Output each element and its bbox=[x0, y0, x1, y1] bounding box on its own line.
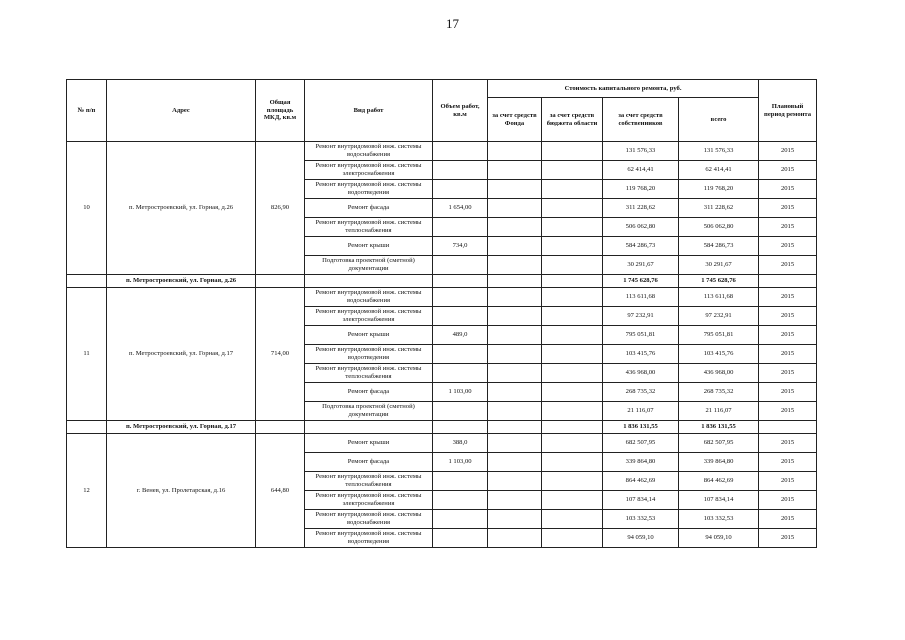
work-volume bbox=[433, 364, 488, 383]
cost-fund bbox=[488, 256, 542, 275]
subtotal-total: 1 745 628,76 bbox=[679, 275, 759, 288]
cost-fund bbox=[488, 472, 542, 491]
cost-total: 107 834,14 bbox=[679, 491, 759, 510]
work-type: Подготовка проектной (сметной) документации bbox=[305, 402, 433, 421]
plan-year: 2015 bbox=[759, 510, 817, 529]
cost-budget bbox=[542, 529, 603, 548]
cost-total: 21 116,07 bbox=[679, 402, 759, 421]
cost-budget bbox=[542, 161, 603, 180]
cost-total: 584 286,73 bbox=[679, 237, 759, 256]
work-type: Ремонт внутридомовой инж. системы водоснабжения bbox=[305, 288, 433, 307]
subtotal-work bbox=[305, 275, 433, 288]
header-address: Адрес bbox=[107, 80, 256, 142]
row-number: 10 bbox=[67, 142, 107, 275]
cost-owners: 94 059,10 bbox=[603, 529, 679, 548]
cost-budget bbox=[542, 256, 603, 275]
work-type: Ремонт фасада bbox=[305, 383, 433, 402]
work-type: Ремонт фасада bbox=[305, 199, 433, 218]
plan-year: 2015 bbox=[759, 453, 817, 472]
subtotal-fund bbox=[488, 275, 542, 288]
cost-total: 62 414,41 bbox=[679, 161, 759, 180]
subtotal-year bbox=[759, 421, 817, 434]
cost-budget bbox=[542, 434, 603, 453]
cost-owners: 339 864,80 bbox=[603, 453, 679, 472]
cost-fund bbox=[488, 453, 542, 472]
cost-total: 436 968,00 bbox=[679, 364, 759, 383]
cost-budget bbox=[542, 383, 603, 402]
work-volume bbox=[433, 402, 488, 421]
work-volume bbox=[433, 288, 488, 307]
cost-fund bbox=[488, 326, 542, 345]
subtotal-work bbox=[305, 421, 433, 434]
work-volume bbox=[433, 142, 488, 161]
work-volume: 1 103,00 bbox=[433, 383, 488, 402]
row-address: г. Венев, ул. Пролетарская, д.16 bbox=[107, 434, 256, 548]
cost-owners: 584 286,73 bbox=[603, 237, 679, 256]
cost-fund bbox=[488, 237, 542, 256]
work-type: Ремонт фасада bbox=[305, 453, 433, 472]
plan-year: 2015 bbox=[759, 199, 817, 218]
subtotal-owners: 1 745 628,76 bbox=[603, 275, 679, 288]
repair-plan-table bbox=[66, 79, 817, 548]
header-volume: Объем работ, кв.м bbox=[433, 80, 488, 142]
row-number: 11 bbox=[67, 288, 107, 421]
row-number: 12 bbox=[67, 434, 107, 548]
subtotal-volume bbox=[433, 421, 488, 434]
cost-total: 311 228,62 bbox=[679, 199, 759, 218]
work-type: Ремонт внутридомовой инж. системы водоотведения bbox=[305, 180, 433, 199]
table-row bbox=[67, 288, 817, 307]
cost-fund bbox=[488, 199, 542, 218]
cost-fund bbox=[488, 434, 542, 453]
work-volume bbox=[433, 161, 488, 180]
header-total: всего bbox=[679, 98, 759, 142]
cost-owners: 436 968,00 bbox=[603, 364, 679, 383]
work-volume: 734,0 bbox=[433, 237, 488, 256]
subtotal-total: 1 836 131,55 bbox=[679, 421, 759, 434]
plan-year: 2015 bbox=[759, 161, 817, 180]
cost-budget bbox=[542, 199, 603, 218]
plan-year: 2015 bbox=[759, 180, 817, 199]
subtotal-volume bbox=[433, 275, 488, 288]
cost-total: 795 051,81 bbox=[679, 326, 759, 345]
plan-year: 2015 bbox=[759, 142, 817, 161]
cost-fund bbox=[488, 402, 542, 421]
subtotal-area bbox=[256, 421, 305, 434]
row-area: 714,00 bbox=[256, 288, 305, 421]
work-type: Ремонт внутридомовой инж. системы электроснабжения bbox=[305, 307, 433, 326]
cost-budget bbox=[542, 237, 603, 256]
header-budget: за счет средств бюджета области bbox=[542, 98, 603, 142]
work-type: Ремонт крыши bbox=[305, 237, 433, 256]
header-num: № п/п bbox=[67, 80, 107, 142]
cost-budget bbox=[542, 402, 603, 421]
cost-budget bbox=[542, 510, 603, 529]
cost-budget bbox=[542, 345, 603, 364]
page-number: 17 bbox=[446, 16, 459, 31]
cost-fund bbox=[488, 510, 542, 529]
cost-budget bbox=[542, 142, 603, 161]
plan-year: 2015 bbox=[759, 383, 817, 402]
header-period: Плановый период ремонта bbox=[759, 80, 817, 142]
cost-owners: 107 834,14 bbox=[603, 491, 679, 510]
row-area: 826,90 bbox=[256, 142, 305, 275]
subtotal-label: п. Метростроевский, ул. Горная, д.26 bbox=[107, 275, 256, 288]
plan-year: 2015 bbox=[759, 326, 817, 345]
header-fund: за счет средств Фонда bbox=[488, 98, 542, 142]
work-type: Ремонт внутридомовой инж. системы водоотведения bbox=[305, 529, 433, 548]
work-type: Ремонт крыши bbox=[305, 434, 433, 453]
cost-budget bbox=[542, 472, 603, 491]
work-volume: 489,0 bbox=[433, 326, 488, 345]
work-type: Ремонт крыши bbox=[305, 326, 433, 345]
cost-owners: 113 611,68 bbox=[603, 288, 679, 307]
plan-year: 2015 bbox=[759, 345, 817, 364]
subtotal-area bbox=[256, 275, 305, 288]
subtotal-spacer bbox=[67, 421, 107, 434]
cost-total: 119 768,20 bbox=[679, 180, 759, 199]
subtotal-label: п. Метростроевский, ул. Горная, д.17 bbox=[107, 421, 256, 434]
cost-owners: 103 332,53 bbox=[603, 510, 679, 529]
subtotal-row bbox=[67, 275, 817, 288]
cost-fund bbox=[488, 161, 542, 180]
cost-owners: 30 291,67 bbox=[603, 256, 679, 275]
cost-total: 682 507,95 bbox=[679, 434, 759, 453]
cost-budget bbox=[542, 307, 603, 326]
plan-year: 2015 bbox=[759, 288, 817, 307]
cost-fund bbox=[488, 345, 542, 364]
work-volume bbox=[433, 491, 488, 510]
cost-total: 94 059,10 bbox=[679, 529, 759, 548]
header-work-type: Вид работ bbox=[305, 80, 433, 142]
cost-fund bbox=[488, 288, 542, 307]
work-volume bbox=[433, 529, 488, 548]
cost-owners: 795 051,81 bbox=[603, 326, 679, 345]
plan-year: 2015 bbox=[759, 364, 817, 383]
header-area: Общая площадь МКД, кв.м bbox=[256, 80, 305, 142]
plan-year: 2015 bbox=[759, 472, 817, 491]
work-type: Ремонт внутридомовой инж. системы электроснабжения bbox=[305, 161, 433, 180]
cost-budget bbox=[542, 453, 603, 472]
cost-fund bbox=[488, 218, 542, 237]
cost-total: 506 062,80 bbox=[679, 218, 759, 237]
work-volume bbox=[433, 345, 488, 364]
cost-budget bbox=[542, 326, 603, 345]
cost-fund bbox=[488, 307, 542, 326]
work-volume bbox=[433, 256, 488, 275]
cost-fund bbox=[488, 180, 542, 199]
work-volume: 1 103,00 bbox=[433, 453, 488, 472]
header-cost-group: Стоимость капитального ремонта, руб. bbox=[488, 80, 759, 98]
subtotal-spacer bbox=[67, 275, 107, 288]
work-type: Подготовка проектной (сметной) документации bbox=[305, 256, 433, 275]
work-type: Ремонт внутридомовой инж. системы теплоснабжения bbox=[305, 218, 433, 237]
row-address: п. Метростроевский, ул. Горная, д.17 bbox=[107, 288, 256, 421]
work-volume: 388,0 bbox=[433, 434, 488, 453]
work-volume bbox=[433, 472, 488, 491]
cost-total: 864 462,69 bbox=[679, 472, 759, 491]
header-owners: за счет средств собственников bbox=[603, 98, 679, 142]
cost-owners: 103 415,76 bbox=[603, 345, 679, 364]
cost-owners: 97 232,91 bbox=[603, 307, 679, 326]
cost-total: 103 415,76 bbox=[679, 345, 759, 364]
subtotal-fund bbox=[488, 421, 542, 434]
plan-year: 2015 bbox=[759, 218, 817, 237]
plan-year: 2015 bbox=[759, 307, 817, 326]
cost-owners: 21 116,07 bbox=[603, 402, 679, 421]
work-volume bbox=[433, 307, 488, 326]
plan-year: 2015 bbox=[759, 402, 817, 421]
cost-owners: 131 576,33 bbox=[603, 142, 679, 161]
plan-year: 2015 bbox=[759, 256, 817, 275]
work-type: Ремонт внутридомовой инж. системы водоснабжения bbox=[305, 142, 433, 161]
cost-fund bbox=[488, 364, 542, 383]
work-volume: 1 654,00 bbox=[433, 199, 488, 218]
work-volume bbox=[433, 510, 488, 529]
work-type: Ремонт внутридомовой инж. системы теплоснабжения bbox=[305, 472, 433, 491]
cost-owners: 119 768,20 bbox=[603, 180, 679, 199]
work-type: Ремонт внутридомовой инж. системы водоотведения bbox=[305, 345, 433, 364]
cost-total: 97 232,91 bbox=[679, 307, 759, 326]
plan-year: 2015 bbox=[759, 434, 817, 453]
cost-total: 339 864,80 bbox=[679, 453, 759, 472]
cost-owners: 682 507,95 bbox=[603, 434, 679, 453]
cost-total: 131 576,33 bbox=[679, 142, 759, 161]
cost-budget bbox=[542, 218, 603, 237]
cost-budget bbox=[542, 180, 603, 199]
cost-total: 113 611,68 bbox=[679, 288, 759, 307]
work-volume bbox=[433, 180, 488, 199]
cost-total: 103 332,53 bbox=[679, 510, 759, 529]
cost-total: 30 291,67 bbox=[679, 256, 759, 275]
cost-budget bbox=[542, 491, 603, 510]
cost-total: 268 735,32 bbox=[679, 383, 759, 402]
table-body bbox=[67, 142, 817, 548]
cost-fund bbox=[488, 491, 542, 510]
subtotal-year bbox=[759, 275, 817, 288]
table-header bbox=[67, 80, 817, 142]
subtotal-owners: 1 836 131,55 bbox=[603, 421, 679, 434]
cost-owners: 268 735,32 bbox=[603, 383, 679, 402]
work-type: Ремонт внутридомовой инж. системы электроснабжения bbox=[305, 491, 433, 510]
plan-year: 2015 bbox=[759, 237, 817, 256]
table-row bbox=[67, 434, 817, 453]
cost-budget bbox=[542, 364, 603, 383]
work-type: Ремонт внутридомовой инж. системы теплоснабжения bbox=[305, 364, 433, 383]
plan-year: 2015 bbox=[759, 529, 817, 548]
subtotal-budget bbox=[542, 421, 603, 434]
cost-owners: 311 228,62 bbox=[603, 199, 679, 218]
subtotal-row bbox=[67, 421, 817, 434]
cost-owners: 62 414,41 bbox=[603, 161, 679, 180]
row-address: п. Метростроевский, ул. Горная, д.26 bbox=[107, 142, 256, 275]
subtotal-budget bbox=[542, 275, 603, 288]
cost-fund bbox=[488, 142, 542, 161]
cost-fund bbox=[488, 529, 542, 548]
plan-year: 2015 bbox=[759, 491, 817, 510]
work-volume bbox=[433, 218, 488, 237]
row-area: 644,80 bbox=[256, 434, 305, 548]
cost-fund bbox=[488, 383, 542, 402]
table-row bbox=[67, 142, 817, 161]
cost-owners: 864 462,69 bbox=[603, 472, 679, 491]
cost-budget bbox=[542, 288, 603, 307]
work-type: Ремонт внутридомовой инж. системы водоснабжения bbox=[305, 510, 433, 529]
cost-owners: 506 062,80 bbox=[603, 218, 679, 237]
